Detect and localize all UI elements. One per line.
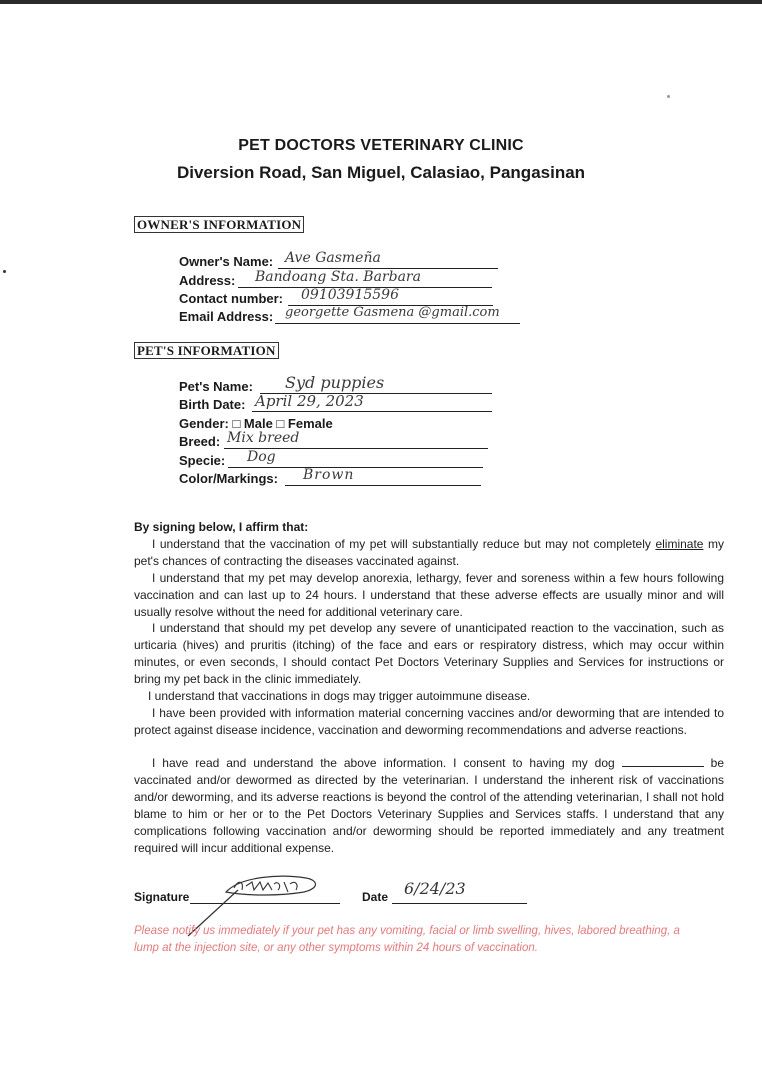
affirmation-paragraph-3 — [134, 620, 724, 688]
affirmation-paragraph-6 — [134, 755, 724, 857]
clinic-name: PET DOCTORS VETERINARY CLINIC — [238, 137, 524, 154]
p3-text: I understand that should my pet develop any severe of unanticipated reaction to the vaccination, such as urticaria (hives) and pruritis (itching) of the face and ears or respiratory distress, which may occur within minutes, or even seconds, I should contact Pet Doctors Veterinary Supplies and Services for instructions or bring my pet back in the clinic immediately. — [134, 621, 724, 686]
date-label: Date — [362, 890, 389, 904]
pet-name-value: Syd puppies — [285, 373, 385, 392]
owner-section-title: OWNER'S INFORMATION — [134, 216, 304, 233]
affirmation-title: By signing below, I affirm that: — [134, 520, 309, 534]
pet-name-label: Pet's Name: — [179, 379, 253, 394]
p2-text: I understand that my pet may develop anorexia, lethargy, fever and soreness within a few hours following vaccination and can last up to 24 hours. I understand that these adverse effects are usually minor and will usually resolve without the need for additional veterinary care. — [134, 571, 724, 619]
breed-value: Mix breed — [227, 430, 300, 446]
color-markings-line — [285, 485, 481, 486]
p1-before: I understand that the vaccination of my pet will substantially reduce but may not completely — [152, 537, 651, 551]
affirmation-paragraph-4 — [134, 688, 724, 705]
specie-label: Specie: — [179, 453, 226, 468]
p6-before: I have read and understand the above information. I consent to having my dog — [152, 756, 615, 770]
affirmation-paragraph-1 — [134, 536, 724, 570]
address-value: Bandoang Sta. Barbara — [255, 269, 421, 285]
scan-speck — [667, 95, 670, 98]
gender-label: Gender: □ Male □ Female — [179, 416, 333, 431]
specie-value: Dog — [247, 449, 276, 465]
date-value: 6/24/23 — [404, 879, 466, 898]
contact-number-value: 09103915596 — [301, 287, 399, 303]
email-value: georgette Gasmena @gmail.com — [285, 305, 500, 320]
affirmation-paragraph-5 — [134, 705, 724, 739]
email-line — [275, 323, 520, 324]
vaccination-warning-note: Please notify us immediately if your pet has any vomiting, facial or limb swelling, hives, labored breathing, a lump at the injection site, or any other symptoms within 24 hours of vaccination. — [134, 925, 680, 954]
p5-text: I have been provided with information material concerning vaccines and/or deworming that are intended to protect against disease incidence, vaccination and deworming recommendations and adverse reactions. — [134, 706, 724, 737]
p6-after: be vaccinated and/or dewormed as directed by the veterinarian. I understand the inherent risk of vaccinations and/or deworming, and its adverse reactions is beyond the control of the attending veterinarian, I shall not hold blame to him or her or to the Pet Doctors Veterinary Supplies and Services staffs. I understand that any complications following vaccination and/or deworming should be reported immediately and any treatment required will incur additional expense. — [134, 756, 725, 855]
birth-date-label: Birth Date: — [179, 397, 246, 412]
affirmation-paragraph-2 — [134, 570, 724, 621]
owner-name-label: Owner's Name: — [179, 254, 274, 269]
breed-label: Breed: — [179, 434, 221, 449]
p4-text: I understand that vaccinations in dogs may trigger autoimmune disease. — [148, 689, 531, 703]
signature-label: Signature — [134, 890, 190, 904]
owner-name-value: Ave Gasmeña — [285, 250, 381, 266]
scan-edge — [0, 0, 762, 4]
scan-speck — [3, 270, 6, 273]
dog-name-blank[interactable] — [622, 755, 704, 767]
clinic-address: Diversion Road, San Miguel, Calasiao, Pangasinan — [176, 163, 586, 182]
email-label: Email Address: — [179, 309, 274, 324]
pet-section-title: PET'S INFORMATION — [134, 342, 279, 359]
color-markings-label: Color/Markings: — [179, 471, 278, 486]
p1-underlined: eliminate — [655, 537, 704, 551]
birth-date-line — [252, 411, 492, 412]
color-markings-value: Brown — [303, 467, 355, 483]
address-label: Address: — [179, 273, 236, 288]
date-line[interactable] — [392, 903, 527, 904]
contact-number-label: Contact number: — [179, 291, 283, 306]
specie-line — [228, 467, 483, 468]
p1-after: my pet's chances of contracting the diseases vaccinated against. — [134, 537, 724, 568]
birth-date-value: April 29, 2023 — [255, 392, 364, 410]
